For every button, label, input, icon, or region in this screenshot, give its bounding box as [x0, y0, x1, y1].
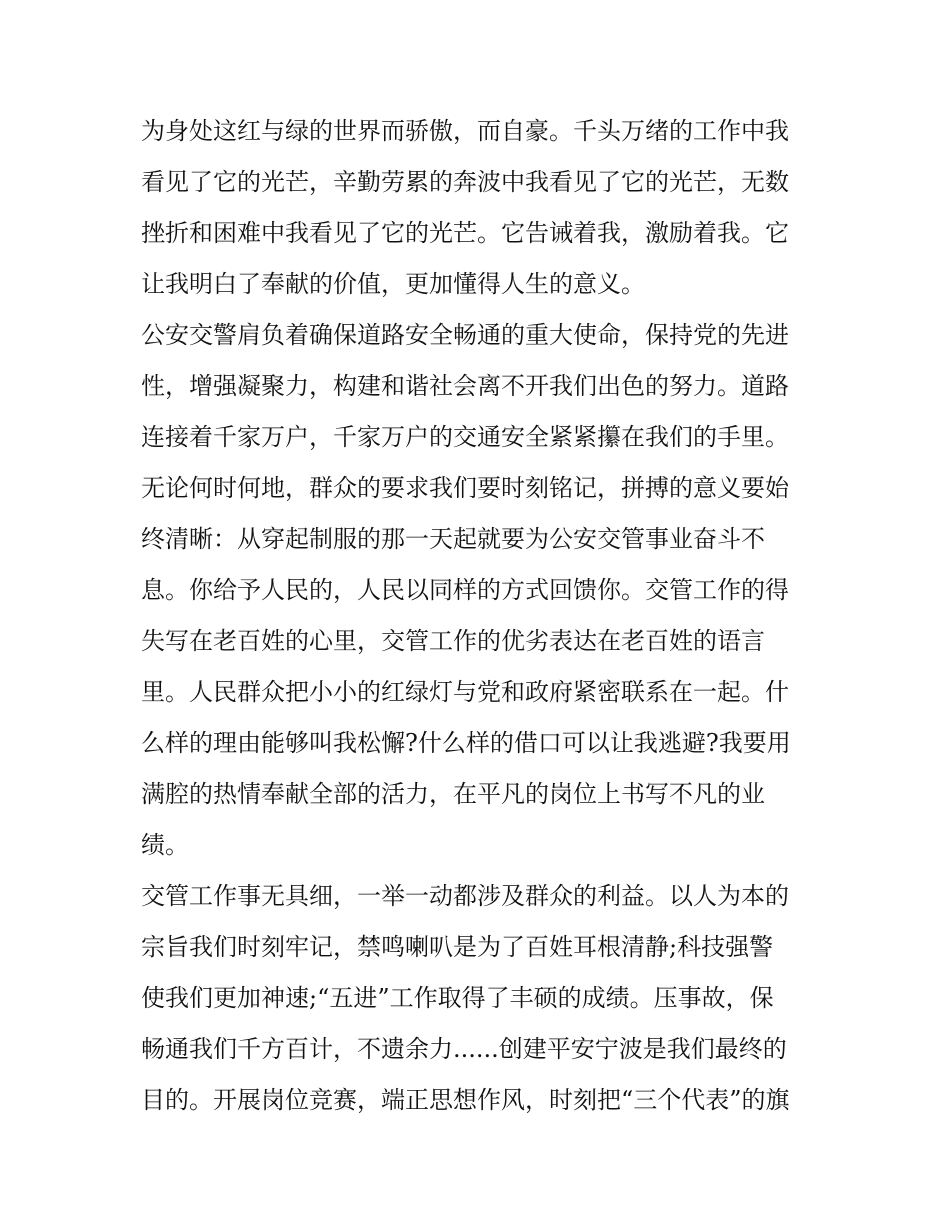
text-line: 宗旨我们时刻牢记，禁鸣喇叭是为了百姓耳根清静;科技强警: [141, 933, 774, 961]
text-line: 终清晰：从穿起制服的那一天起就要为公安交管事业奋斗不: [141, 525, 765, 553]
text-line: 息。你给予人民的，人民以同样的方式回馈你。交管工作的得: [141, 576, 789, 604]
text-line: 么样的理由能够叫我松懈?什么样的借口可以让我逃避?我要用: [141, 729, 791, 757]
text-line: 畅通我们千方百计，不遗余力......创建平安宁波是我们最终的: [141, 1035, 787, 1063]
text-line: 性，增强凝聚力，构建和谐社会离不开我们出色的努力。道路: [141, 372, 789, 400]
text-line: 里。人民群众把小小的红绿灯与党和政府紧密联系在一起。什: [141, 678, 789, 706]
text-line: 连接着千家万户，千家万户的交通安全紧紧攥在我们的手里。: [141, 423, 789, 451]
text-line: 无论何时何地，群众的要求我们要时刻铭记，拼搏的意义要始: [141, 474, 789, 502]
text-line: 为身处这红与绿的世界而骄傲，而自豪。千头万绪的工作中我: [141, 117, 789, 145]
text-line: 看见了它的光芒，辛勤劳累的奔波中我看见了它的光芒，无数: [141, 168, 789, 196]
text-line: 失写在老百姓的心里，交管工作的优劣表达在老百姓的语言: [141, 627, 765, 655]
text-line: 挫折和困难中我看见了它的光芒。它告诫着我，激励着我。它: [141, 219, 789, 247]
text-line: 满腔的热情奉献全部的活力，在平凡的岗位上书写不凡的业: [141, 780, 765, 808]
text-line: 绩。: [141, 831, 189, 859]
paragraph-1: [141, 106, 821, 310]
paragraph-2: [141, 310, 821, 871]
text-line: 让我明白了奉献的价值，更加懂得人生的意义。: [141, 270, 645, 298]
text-line: 目的。开展岗位竞赛，端正思想作风，时刻把“三个代表”的旗: [141, 1086, 790, 1114]
text-line: 交管工作事无具细，一举一动都涉及群众的利益。以人为本的: [141, 882, 789, 910]
paragraph-3: [141, 871, 821, 1126]
text-line: 公安交警肩负着确保道路安全畅通的重大使命，保持党的先进: [141, 321, 789, 349]
text-line: 使我们更加神速;“五进”工作取得了丰硕的成绩。压事故，保: [141, 984, 774, 1012]
document-body: [141, 106, 821, 1126]
